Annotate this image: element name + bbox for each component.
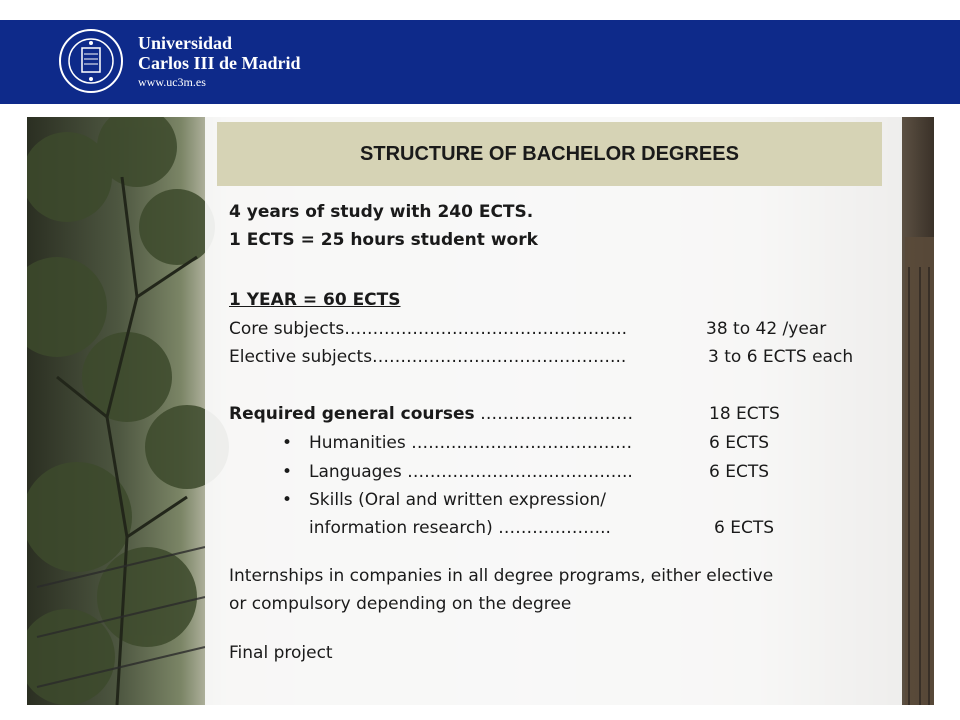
intro-line-2: 1 ECTS = 25 hours student work: [229, 230, 538, 250]
list-item-label: Skills (Oral and written expression/: [309, 490, 607, 510]
university-name-line2: Carlos III de Madrid: [138, 53, 301, 73]
skills-value: 6 ECTS: [714, 518, 775, 538]
list-item: [229, 488, 889, 512]
title-box: [217, 122, 882, 186]
list-item-label: Languages ……………………..…………..: [309, 462, 633, 482]
list-item: [229, 460, 889, 484]
list-item-value: 6 ECTS: [709, 462, 770, 482]
slide-title: STRUCTURE OF BACHELOR DEGREES: [360, 142, 739, 165]
skills-continuation-label: information research) ………………..: [309, 518, 611, 538]
list-item-label: Humanities …………………………………: [309, 433, 633, 453]
core-subjects-value: 38 to 42 /year: [706, 319, 827, 339]
bullet-icon: •: [282, 490, 293, 510]
required-courses-row: [229, 402, 633, 426]
university-website: www.uc3m.es: [138, 75, 206, 89]
university-name-line1: Universidad: [138, 33, 233, 53]
final-project: Final project: [229, 643, 333, 663]
bullet-icon: •: [282, 462, 293, 482]
skills-continuation: [229, 516, 889, 540]
required-courses-label: Required general courses: [229, 404, 475, 424]
internships-line-2: or compulsory depending on the degree: [229, 594, 572, 614]
list-item: [229, 431, 889, 455]
elective-subjects-label: Elective subjects……………………………………...: [229, 347, 627, 367]
university-seal-icon: [58, 28, 124, 94]
bullet-icon: •: [282, 433, 293, 453]
core-subjects-label: Core subjects…………………………………………..: [229, 319, 628, 339]
intro-line-1: 4 years of study with 240 ECTS.: [229, 202, 534, 222]
required-courses-dots: ………………………: [480, 404, 634, 424]
year-heading: 1 YEAR = 60 ECTS: [229, 290, 401, 310]
list-item-value: 6 ECTS: [709, 433, 770, 453]
header-bar: [0, 20, 960, 104]
elective-subjects-value: 3 to 6 ECTS each: [708, 347, 854, 367]
university-logo-text: [138, 33, 301, 91]
internships-line-1: Internships in companies in all degree programs, either elective: [229, 566, 774, 586]
required-courses-value: 18 ECTS: [709, 404, 780, 424]
